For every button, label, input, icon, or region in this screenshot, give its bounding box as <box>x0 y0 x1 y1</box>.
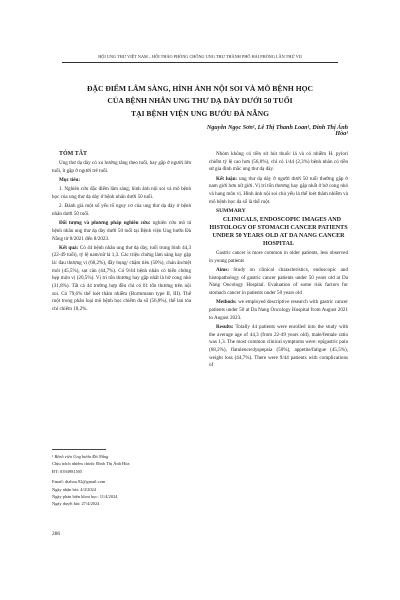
summary-results-text: Totally 44 patients were enrolled into the study with the average age of 44,3 (from 22-49 years old), male/female ratio was 1,3. The most common clinical symptoms were: epigastric pain (68,2%), flatulence/dyspepsia (50%), appetite/fatigue (45,5%), weight loss (44,7%). There were 9/44 patients with complications of <box>209 323 349 369</box>
author-list: Nguyễn Ngọc Sơn¹, Lê Thị Thanh Loan¹, Đinh Thị Ánh Hòa¹ <box>206 125 348 137</box>
title-line-1: ĐẶC ĐIỂM LÂM SÀNG, HÌNH ẢNH NỘI SOI VÀ MÔ BỆNH HỌC <box>87 84 313 93</box>
conclusion-text: ung thư dạ dày ở người dưới 50 tuổi thường gặp ở nam giới hơn nữ giới. Vị trí tổn thương hay gặp nhất ở bờ cong nhỏ và hang môn vị. Hình ảnh nội soi chủ yếu là thể loét thâm nhiễm và mô bệnh học đa số là thể ruột. <box>209 175 348 205</box>
abstract-continued: Nhóm không có tiền sử hút thuốc lá và có nhiễm H. pylori chiếm tỷ lệ cao hơn (56,8%), chỉ có 1/44 (2,3%) bệnh nhân có tiền sử gia đình mắc ung thư dạ dày. <box>209 151 348 173</box>
summary-intro: Gastric cancer is more common in older patients, less observed in young patients <box>209 250 348 264</box>
summary-results-label: Results: <box>216 323 234 330</box>
objectives-label: Mục tiêu: <box>59 177 81 184</box>
tom-tat-heading: TÓM TẮT <box>59 151 88 157</box>
aims-text: Study on clinical characteristics, endoscopic and histopathology of gastric cancer patients under 50 years old at Da Nang Oncology Hospital. Evaluation of some risk factors for stomach cancer in patients under 50 years old <box>209 267 348 297</box>
results-paragraph <box>52 245 191 314</box>
footnote-phone: ĐT: 0394981505 <box>52 468 83 474</box>
abstract-intro: Ung thư dạ dày có xu hướng tăng theo tuổi, hay gặp ở người lớn tuổi, ít gặp ở người trẻ tuổi. <box>52 160 191 174</box>
aims-paragraph <box>209 267 348 298</box>
article-title <box>52 83 348 120</box>
right-column <box>209 151 348 371</box>
objectives-heading <box>52 177 191 185</box>
conclusion-label: Kết luận: <box>216 175 238 182</box>
results-text: Có 44 bệnh nhân ung thư dạ dày, tuổi trung bình 44,3 (22-49 tuổi), tỷ lệ nam/nữ là 1,3. Các triệu chứng lâm sàng hay gặp là: đau thượng vị (68,2%), đầy bụng/ chậm tiêu (50%), chán ăn/mệt mỏi (45,5%), sụt cân (44,7%). Có 9/44 bệnh nhân có biến chứng hẹp môn vị (20,5%). Vị trí tổn thương hay gặp nhất là bờ cong nhỏ (31,8%). Tất cả 44 trường hợp đều chỉ có 01 tổn thương trên nội soi. Có 79,6% thể loét thâm nhiễm (Bormmann type II, III). Thể ruột trong phân loại mô bệnh học chiếm đa số (56,8%), thể lan tỏa chỉ chiếm 18,2%. <box>52 244 191 313</box>
methods-paragraph <box>52 220 191 243</box>
page-number: 286 <box>52 531 61 537</box>
methods-text: nghiên cứu mô tả bệnh nhân ung thư dạ dày dưới 50 tuổi tại Bệnh viện Ung bướu Đà Nẵng từ 8/2021 đến 8/2023. <box>52 220 191 242</box>
footnote-affiliation: ¹ Bệnh viện Ung bướu Đà Nẵng <box>52 454 109 459</box>
footnotes <box>52 449 191 508</box>
running-header: HỘI UNG THƯ VIỆT NAM – HỘI THẢO PHÒNG CHỐNG UNG THƯ THÀNH PHỐ HẢI PHÒNG LẦN THỨ VII <box>98 54 302 59</box>
methods-label: Đối tượng và phương pháp nghiên cứu: <box>59 220 151 227</box>
summary-methods-paragraph <box>209 299 348 322</box>
conclusion-paragraph <box>209 176 348 207</box>
summary-methods-label: Methods: <box>216 299 237 306</box>
summary-heading: SUMMARY <box>216 207 246 214</box>
english-title: CLINICALS, ENDOSCOPIC IMAGES AND HISTOLOGY OF STOMACH CANCER PATIENTS UNDER 50 YEARS OLD AT DA NANG CANCER HOSPITAL <box>209 217 348 247</box>
footnote-received: Ngày nhận bài: 4/4/2024 <box>52 486 96 492</box>
footnote-rule <box>52 449 106 450</box>
summary-results-paragraph <box>209 324 348 370</box>
summary-methods-text: we employed descriptive research with gastric cancer patients under 50 at Da Nang Oncology Hospital from August 2021 to August 2023. <box>209 299 348 321</box>
objective-2: 2. Đánh giá một số yếu tố nguy cơ của ung thư dạ dày ở bệnh nhân dưới 50 tuổi. <box>52 203 191 217</box>
left-column <box>52 151 191 315</box>
objective-1: 1. Nghiên cứu đặc điểm lâm sàng, hình ảnh nội soi và mô bệnh học của ung thư dạ dày ở bệnh nhân dưới 50 tuổi. <box>52 186 191 201</box>
aims-label: Aims: <box>216 267 230 274</box>
footnote-reviewed: Ngày phản biện khoa học: 11/4/2024 <box>52 494 118 500</box>
footnote-email: Email: dtahoa.92@gmail.com <box>52 479 106 485</box>
header-rule <box>62 62 338 63</box>
title-line-3: TẠI BỆNH VIỆN UNG BƯỚU ĐÀ NẴNG <box>131 108 269 118</box>
results-label: Kết quả: <box>59 244 79 251</box>
footnote-responsible: Chịu trách nhiệm chính: Đinh Thị Ánh Hòa <box>52 461 130 467</box>
title-line-2: CỦA BỆNH NHÂN UNG THƯ DẠ DÀY DƯỚI 50 TUỔI <box>107 96 293 106</box>
footnote-accepted: Ngày duyệt bài: 27/4/2024 <box>52 501 100 507</box>
